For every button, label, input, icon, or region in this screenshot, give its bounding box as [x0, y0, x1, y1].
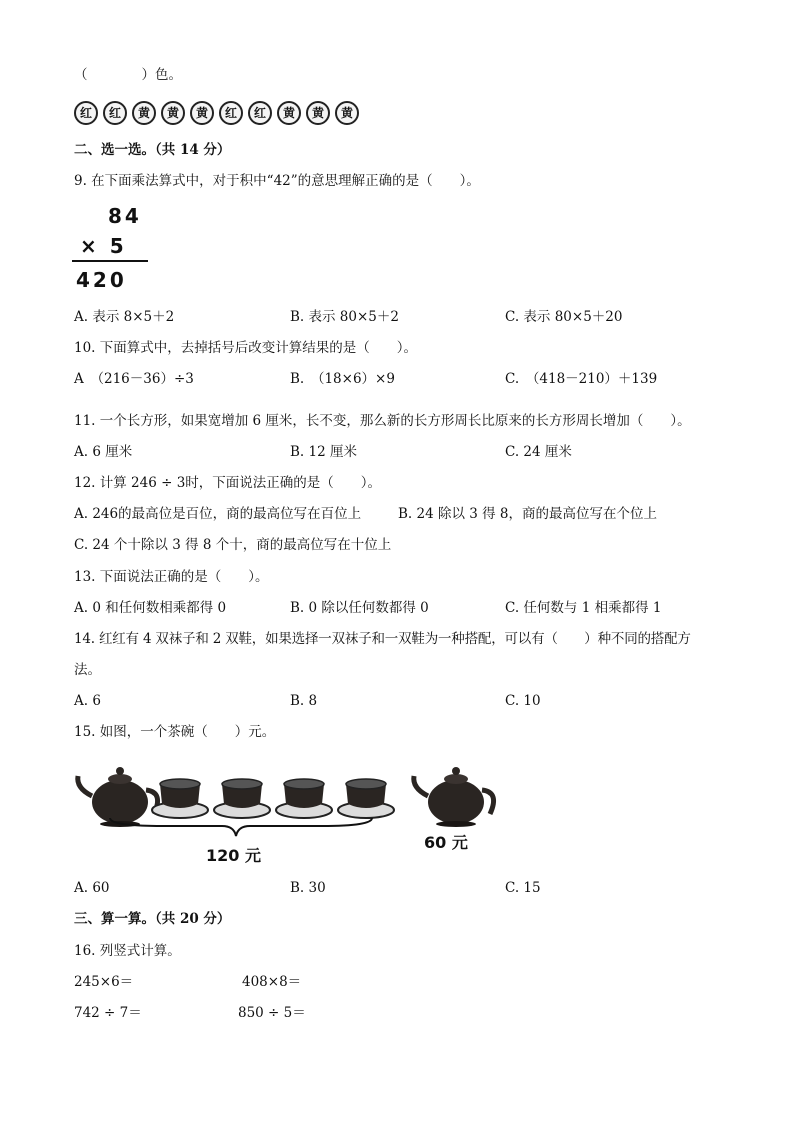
price-label-right: 60 元 [424, 833, 468, 852]
q8-answer-blank: （ ）色。 [74, 67, 182, 83]
question-stem: 12. 计算 246 ÷ 3时，下面说法正确的是（ ）。 [74, 475, 382, 491]
question-stem: 13. 下面说法正确的是（ ）。 [74, 569, 269, 585]
bead: 黄 [190, 101, 214, 125]
multiplicand: 84 [108, 204, 142, 228]
teaset-illustration [72, 752, 502, 872]
option-b: B. 8 [290, 693, 318, 709]
bead: 黄 [277, 101, 301, 125]
bead: 红 [74, 101, 98, 125]
exercise: 408×8＝ [242, 974, 302, 990]
question-stem: 9. 在下面乘法算式中，对于积中“42”的意思理解正确的是（ ）。 [74, 173, 480, 189]
option-b: B. 12 厘米 [290, 444, 357, 460]
option-b: B. （18×6）×9 [290, 371, 395, 387]
bead: 黄 [161, 101, 185, 125]
bead: 红 [219, 101, 243, 125]
option-a: A. 6 [74, 693, 101, 709]
option-a: A. 6 厘米 [74, 444, 133, 460]
multiplier: × 5 [80, 234, 127, 258]
option-a: A. 0 和任何数相乘都得 0 [74, 600, 227, 616]
bead: 黄 [132, 101, 156, 125]
bead: 红 [103, 101, 127, 125]
bead: 黄 [335, 101, 359, 125]
bead: 红 [248, 101, 272, 125]
teapot-icon [414, 767, 494, 827]
teacup-icon [276, 779, 332, 818]
question-stem: 14. 红红有 4 双袜子和 2 双鞋，如果选择一双袜子和一双鞋为一种搭配，可以有（ ）种不同的搭配方 [74, 631, 691, 647]
option-b: B. 0 除以任何数都得 0 [290, 600, 429, 616]
question-stem: 10. 下面算式中，去掉括号后改变计算结果的是（ ）。 [74, 340, 418, 356]
question-stem: 15. 如图，一个茶碗（ ）元。 [74, 724, 276, 740]
option-c: C. 24 厘米 [505, 444, 572, 460]
exercise: 742 ÷ 7＝ [74, 1005, 142, 1021]
option-a: A （216－36）÷3 [74, 371, 194, 387]
option-c: C. 任何数与 1 相乘都得 1 [505, 600, 662, 616]
question-stem: 11. 一个长方形，如果宽增加 6 厘米，长不变，那么新的长方形周长比原来的长方形周长增加（ ）。 [74, 413, 691, 429]
question-stem: 16. 列竖式计算。 [74, 943, 181, 959]
option-c: C. 15 [505, 880, 541, 896]
option-c: C. 表示 80×5＋20 [505, 309, 623, 325]
section-heading: 三、算一算。（共 20 分） [74, 911, 231, 927]
teacup-icon [152, 779, 208, 818]
section-heading: 二、选一选。（共 14 分） [74, 142, 231, 158]
bead: 黄 [306, 101, 330, 125]
teacup-icon [214, 779, 270, 818]
question-stem-continued: 法。 [74, 662, 101, 678]
option-a: A. 246的最高位是百位，商的最高位写在百位上 [74, 506, 362, 522]
option-c: C. 24 个十除以 3 得 8 个十，商的最高位写在十位上 [74, 537, 392, 553]
option-c: C. （418－210）＋139 [505, 371, 658, 387]
multiplication-rule [72, 260, 148, 262]
exercise: 850 ÷ 5＝ [238, 1005, 306, 1021]
option-c: C. 10 [505, 693, 541, 709]
option-a: A. 表示 8×5＋2 [74, 309, 175, 325]
exercise: 245×6＝ [74, 974, 134, 990]
price-label-left: 120 元 [206, 846, 261, 865]
brace-icon [110, 818, 372, 836]
teacup-icon [338, 779, 394, 818]
option-b: B. 表示 80×5＋2 [290, 309, 399, 325]
teapot-icon [78, 767, 158, 827]
option-b: B. 30 [290, 880, 326, 896]
option-b: B. 24 除以 3 得 8，商的最高位写在个位上 [398, 506, 658, 522]
option-a: A. 60 [74, 880, 110, 896]
product: 420 [76, 268, 127, 292]
